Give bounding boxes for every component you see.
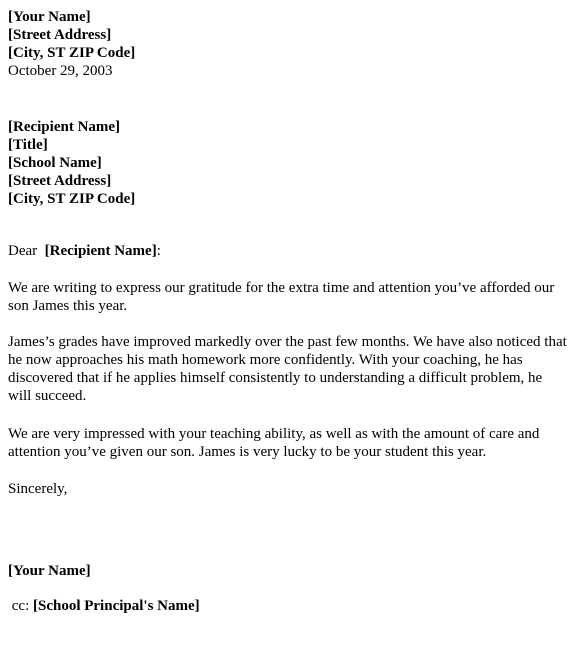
sender-block	[8, 8, 135, 80]
closing: Sincerely,	[8, 481, 68, 497]
recipient-block	[8, 118, 135, 208]
cc-prefix: cc:	[8, 598, 33, 614]
salutation-suffix: :	[156, 243, 161, 259]
salutation	[8, 242, 161, 260]
recipient-street: [Street Address]	[8, 173, 112, 189]
sender-city: [City, ST ZIP Code]	[8, 45, 136, 61]
body-paragraph-1: We are writing to express our gratitude for the extra time and attention you’ve afforded our son James this year.	[8, 280, 555, 314]
sender-name: [Your Name]	[8, 9, 91, 25]
body-paragraph-2: James’s grades have improved markedly over the past few months. We have also noticed that he now approaches his math homework more confidently. With your coaching, he has discovered that if he applies himself consistently to understanding a difficult problem, he will succeed.	[8, 334, 567, 404]
salutation-prefix: Dear	[8, 243, 45, 259]
cc-line	[8, 597, 200, 615]
recipient-city: [City, ST ZIP Code]	[8, 191, 136, 207]
signature-name: [Your Name]	[8, 563, 91, 579]
body-paragraph-3: We are very impressed with your teaching ability, as well as with the amount of care and attention you’ve given our son. James is very lucky to be your student this year.	[8, 426, 540, 460]
recipient-title: [Title]	[8, 137, 48, 153]
salutation-name: [Recipient Name]	[44, 243, 157, 259]
letter-date: October 29, 2003	[8, 63, 113, 79]
recipient-name: [Recipient Name]	[8, 119, 121, 135]
recipient-school: [School Name]	[8, 155, 102, 171]
cc-name: [School Principal's Name]	[32, 598, 200, 614]
sender-street: [Street Address]	[8, 27, 112, 43]
